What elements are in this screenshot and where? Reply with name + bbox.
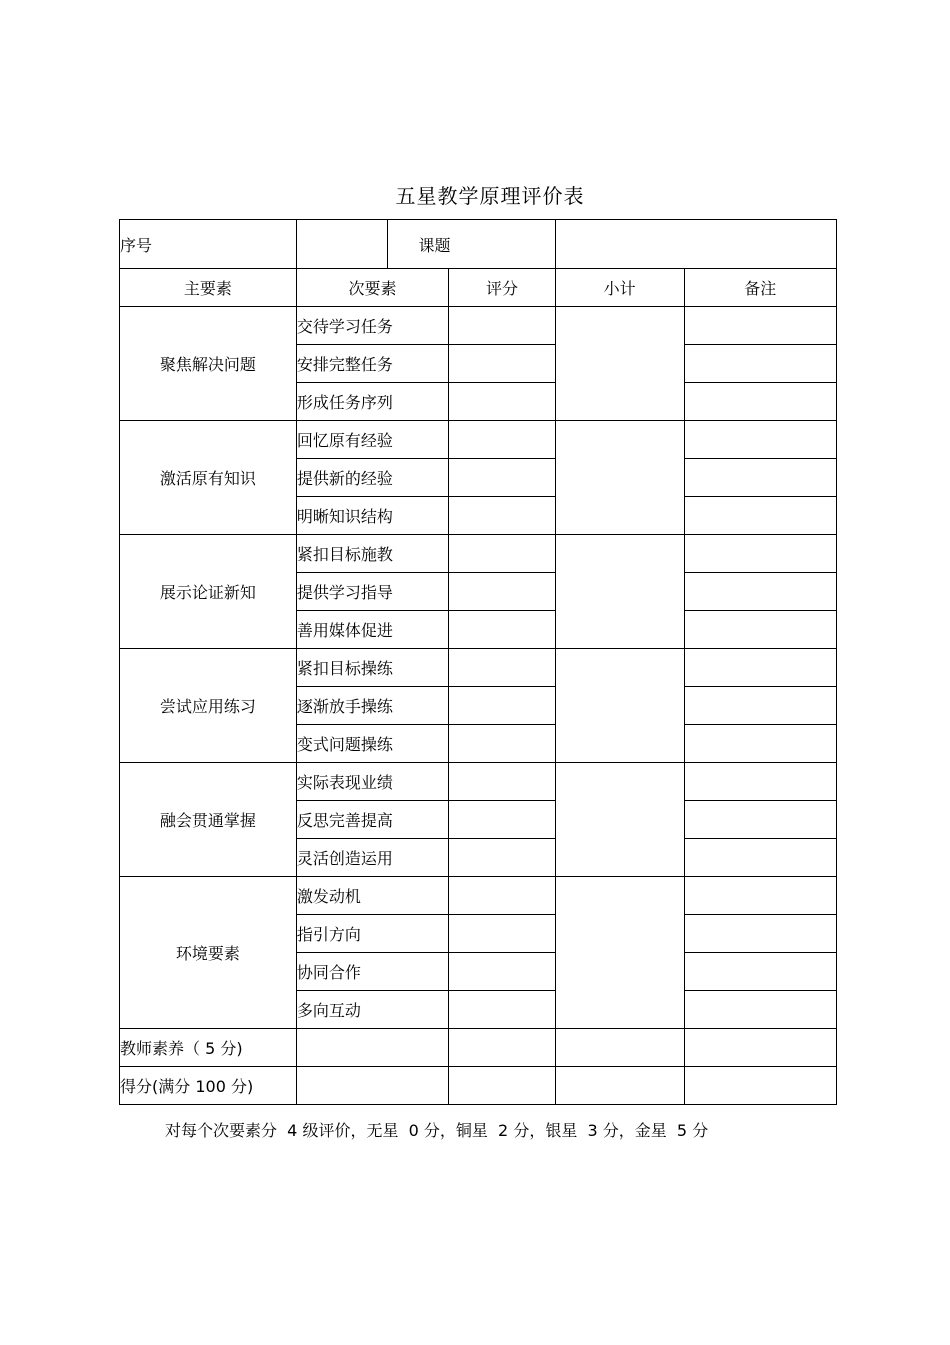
remark-cell[interactable]	[684, 421, 836, 459]
footer-label: 得分(满分 100 分)	[120, 1067, 297, 1105]
remark-cell[interactable]	[684, 307, 836, 345]
score-cell[interactable]	[449, 763, 556, 801]
remark-cell[interactable]	[684, 915, 836, 953]
remark-cell[interactable]	[684, 383, 836, 421]
sub-element-cell: 紧扣目标施教	[296, 535, 448, 573]
remark-cell[interactable]	[684, 611, 836, 649]
remark-cell[interactable]	[684, 345, 836, 383]
footer-remark-cell[interactable]	[684, 1067, 836, 1105]
remark-cell[interactable]	[684, 573, 836, 611]
main-element-cell: 展示论证新知	[120, 535, 297, 649]
footer-label: 教师素养（ 5 分)	[120, 1029, 297, 1067]
sub-element-cell: 回忆原有经验	[296, 421, 448, 459]
main-element-cell: 聚焦解决问题	[120, 307, 297, 421]
footer-row	[120, 1029, 837, 1067]
remark-cell[interactable]	[684, 535, 836, 573]
sub-element-cell: 提供学习指导	[296, 573, 448, 611]
sub-element-cell: 指引方向	[296, 915, 448, 953]
sub-element-cell: 交待学习任务	[296, 307, 448, 345]
sub-element-cell: 紧扣目标操练	[296, 649, 448, 687]
remark-cell[interactable]	[684, 801, 836, 839]
sub-element-cell: 逐渐放手操练	[296, 687, 448, 725]
footer-row	[120, 1067, 837, 1105]
col-header-main: 主要素	[120, 269, 297, 307]
score-cell[interactable]	[449, 877, 556, 915]
score-cell[interactable]	[449, 535, 556, 573]
remark-cell[interactable]	[684, 649, 836, 687]
remark-cell[interactable]	[684, 877, 836, 915]
footer-score-cell[interactable]	[449, 1029, 556, 1067]
seq-value-cell[interactable]	[296, 220, 388, 269]
footer-sub-cell[interactable]	[296, 1067, 448, 1105]
page-title: 五星教学原理评价表	[395, 184, 585, 208]
score-cell[interactable]	[449, 497, 556, 535]
score-cell[interactable]	[449, 991, 556, 1029]
footer-score-cell[interactable]	[449, 1067, 556, 1105]
score-cell[interactable]	[449, 953, 556, 991]
remark-cell[interactable]	[684, 687, 836, 725]
score-cell[interactable]	[449, 687, 556, 725]
score-cell[interactable]	[449, 725, 556, 763]
seq-label: 序号	[120, 220, 297, 269]
subtotal-cell[interactable]	[555, 763, 684, 877]
sub-element-cell: 形成任务序列	[296, 383, 448, 421]
column-header-row	[120, 269, 837, 307]
remark-cell[interactable]	[684, 497, 836, 535]
footer-sub-cell[interactable]	[296, 1029, 448, 1067]
sub-element-cell: 提供新的经验	[296, 459, 448, 497]
remark-cell[interactable]	[684, 991, 836, 1029]
score-cell[interactable]	[449, 459, 556, 497]
sub-element-cell: 反思完善提高	[296, 801, 448, 839]
remark-cell[interactable]	[684, 763, 836, 801]
table-row	[120, 421, 837, 459]
sub-element-cell: 实际表现业绩	[296, 763, 448, 801]
col-header-subtotal: 小计	[555, 269, 684, 307]
sub-element-cell: 激发动机	[296, 877, 448, 915]
score-cell[interactable]	[449, 839, 556, 877]
score-cell[interactable]	[449, 649, 556, 687]
footer-subtotal-cell[interactable]	[555, 1067, 684, 1105]
main-element-cell: 激活原有知识	[120, 421, 297, 535]
table-row	[120, 535, 837, 573]
footnote: 对每个次要素分 4 级评价，无星 0 分，铜星 2 分，银星 3 分，金星 5 分	[165, 1121, 709, 1140]
score-cell[interactable]	[449, 345, 556, 383]
col-header-remark: 备注	[684, 269, 836, 307]
sub-element-cell: 协同合作	[296, 953, 448, 991]
subtotal-cell[interactable]	[555, 877, 684, 1029]
score-cell[interactable]	[449, 421, 556, 459]
table-row	[120, 307, 837, 345]
sub-element-cell: 安排完整任务	[296, 345, 448, 383]
score-cell[interactable]	[449, 307, 556, 345]
main-element-cell: 环境要素	[120, 877, 297, 1029]
score-cell[interactable]	[449, 915, 556, 953]
topic-label: 课题	[388, 220, 555, 269]
score-cell[interactable]	[449, 801, 556, 839]
remark-cell[interactable]	[684, 459, 836, 497]
remark-cell[interactable]	[684, 839, 836, 877]
subtotal-cell[interactable]	[555, 307, 684, 421]
sub-element-cell: 明晰知识结构	[296, 497, 448, 535]
subtotal-cell[interactable]	[555, 649, 684, 763]
topic-value-cell[interactable]	[555, 220, 836, 269]
evaluation-table	[119, 219, 837, 1105]
score-cell[interactable]	[449, 383, 556, 421]
table-row	[120, 877, 837, 915]
subtotal-cell[interactable]	[555, 421, 684, 535]
table-row	[120, 649, 837, 687]
subtotal-cell[interactable]	[555, 535, 684, 649]
remark-cell[interactable]	[684, 725, 836, 763]
sub-element-cell: 灵活创造运用	[296, 839, 448, 877]
score-cell[interactable]	[449, 611, 556, 649]
sub-element-cell: 善用媒体促进	[296, 611, 448, 649]
sub-element-cell: 多向互动	[296, 991, 448, 1029]
col-header-score: 评分	[449, 269, 556, 307]
header-info-row	[120, 220, 837, 269]
footer-subtotal-cell[interactable]	[555, 1029, 684, 1067]
main-element-cell: 尝试应用练习	[120, 649, 297, 763]
remark-cell[interactable]	[684, 953, 836, 991]
score-cell[interactable]	[449, 573, 556, 611]
main-element-cell: 融会贯通掌握	[120, 763, 297, 877]
footer-remark-cell[interactable]	[684, 1029, 836, 1067]
col-header-sub: 次要素	[296, 269, 448, 307]
table-row	[120, 763, 837, 801]
sub-element-cell: 变式问题操练	[296, 725, 448, 763]
